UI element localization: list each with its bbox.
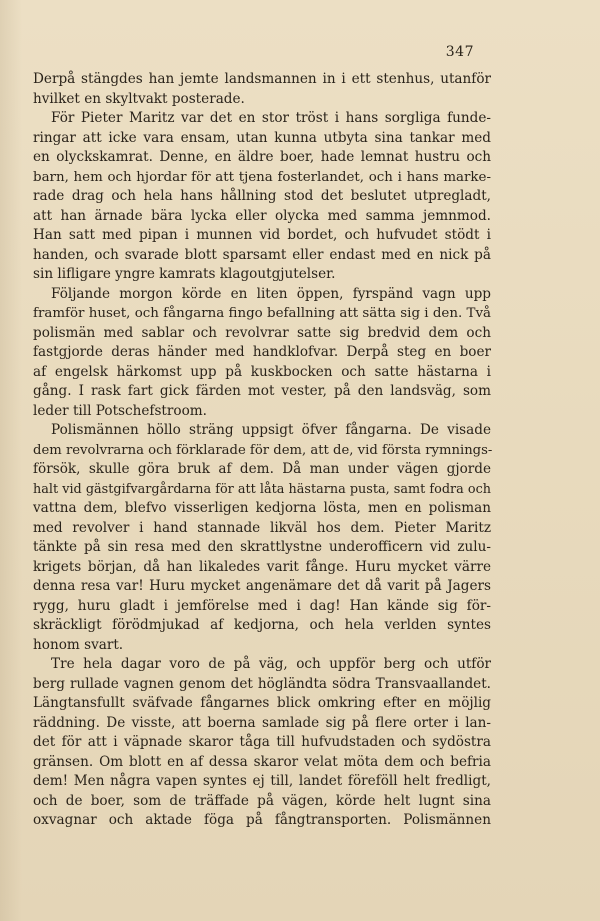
text-line: dem revolvrarna och förklarade för dem, att de, vid första rymnings- <box>33 442 493 458</box>
text-line: polismän med sablar och revolvrar satte sig bredvid dem och <box>33 324 491 341</box>
text-line: oxvagnar och aktade föga på fångtransporten. Polismännen <box>33 812 491 828</box>
text-line: af engelsk härkomst upp på kuskbocken och satte hästarna i <box>33 363 491 380</box>
text-line: försök, skulle göra bruk af dem. Då man under vägen gjorde <box>33 461 491 477</box>
text-line: handen, och svarade blott sparsamt eller endast med en nick på <box>33 246 491 263</box>
text-line: Längtansfullt sväfvade fångarnes blick omkring efter en möjlig <box>33 695 491 711</box>
text-line: och de boer, som de träffade på vägen, körde helt lugnt sina <box>33 792 491 809</box>
text-line: halt vid gästgifvargårdarna för att låta hästarna pusta, samt fodra och <box>33 481 491 497</box>
text-line: rygg, huru gladt i jemförelse med i dag! Han kände sig för- <box>33 597 491 614</box>
text-line: berg rullade vagnen genom det högländta södra Transvaallandet. <box>33 675 491 692</box>
text-line: leder till Potschefstroom. <box>33 402 207 419</box>
text-line: denna resa var! Huru mycket angenämare det då varit på Jagers <box>33 578 491 594</box>
text-line: För Pieter Maritz var det en stor tröst i hans sorgliga funde- <box>51 110 491 126</box>
text-line: ringar att icke vara ensam, utan kunna utbyta sina tankar med <box>33 129 491 146</box>
text-line: fastgjorde deras händer med handklofvar. Derpå steg en boer <box>33 344 491 360</box>
text-line: att han ärnade bära lycka eller olycka med samma jemnmod. <box>33 207 491 224</box>
text-line: Polismännen höllo sträng uppsigt öfver fångarna. De visade <box>51 422 491 438</box>
text-line: med revolver i hand stannade likväl hos dem. Pieter Maritz <box>33 519 491 536</box>
text-line: en olyckskamrat. Denne, en äldre boer, hade lemnat hustru och <box>33 149 491 165</box>
page-number: 347 <box>445 44 474 60</box>
text-line: framför huset, och fångarna fingo befallning att sätta sig i den. Två <box>33 306 491 321</box>
text-line: tänkte på sin resa med den skrattlystne underofficern vid zulu- <box>33 539 491 555</box>
text-line: Derpå stängdes han jemte landsmannen in i ett stenhus, utanför <box>33 71 491 87</box>
text-line: rade drag och hela hans hållning stod det beslutet utpregladt, <box>33 188 491 204</box>
text-line: Han satt med pipan i munnen vid bordet, och hufvudet stödt i <box>33 227 491 243</box>
text-line: vattna dem, blefvo visserligen kedjorna lösta, men en polisman <box>33 500 491 516</box>
text-line: sin lifligare yngre kamrats klagoutgjutelser. <box>33 266 336 282</box>
text-line: honom svart. <box>33 636 124 653</box>
text-line: barn, hem och hjordar för att tjena fosterlandet, och i hans marke- <box>33 169 491 185</box>
text-line: gränsen. Om blott en af dessa skaror velat möta dem och befria <box>33 753 491 770</box>
text-line: dem! Men några vapen syntes ej till, landet föreföll helt fredligt, <box>33 773 491 789</box>
text-line: gång. I rask fart gick färden mot vester, på den landsväg, som <box>33 383 491 399</box>
text-line: det för att i väpnade skaror tåga till hufvudstaden och sydöstra <box>33 734 491 750</box>
text-line: räddning. De visste, att boerna samlade sig på flere orter i lan- <box>33 714 491 731</box>
text-line: Följande morgon körde en liten öppen, fyrspänd vagn upp <box>51 285 491 302</box>
text-line: skräckligt förödmjukad af kedjorna, och hela verlden syntes <box>33 617 491 633</box>
page-gutter-shadow <box>0 0 22 921</box>
text-line: krigets början, då han likaledes varit fånge. Huru mycket värre <box>33 558 491 575</box>
text-line: hvilket en skyltvakt posterade. <box>33 90 245 107</box>
text-line: Tre hela dagar voro de på väg, och uppför berg och utför <box>51 656 491 672</box>
body-text <box>33 70 491 831</box>
